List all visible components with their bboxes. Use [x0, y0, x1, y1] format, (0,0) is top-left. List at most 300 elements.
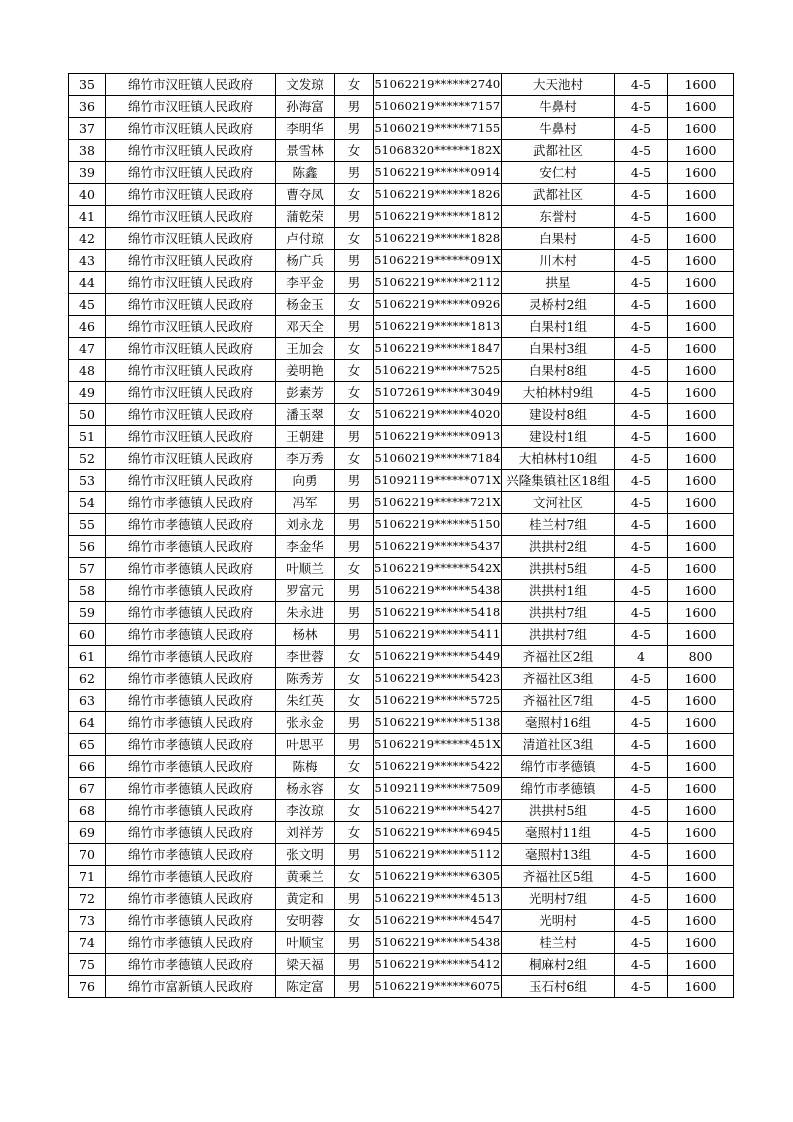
cell-village: 洪拱村5组	[502, 800, 615, 822]
table-row	[69, 118, 734, 140]
cell-id-number: 51062219******0926	[374, 294, 502, 316]
cell-gender: 男	[335, 162, 374, 184]
table-row	[69, 470, 734, 492]
cell-person-name: 叶顺宝	[276, 932, 335, 954]
cell-gender: 女	[335, 360, 374, 382]
cell-id-number: 51062219******5427	[374, 800, 502, 822]
cell-village: 洪拱村2组	[502, 536, 615, 558]
cell-grade: 4-5	[615, 316, 668, 338]
cell-village: 齐福社区3组	[502, 668, 615, 690]
cell-row-number: 57	[69, 558, 106, 580]
cell-row-number: 45	[69, 294, 106, 316]
cell-gender: 男	[335, 426, 374, 448]
cell-row-number: 35	[69, 74, 106, 96]
cell-amount: 1600	[668, 712, 734, 734]
cell-gender: 男	[335, 888, 374, 910]
cell-row-number: 50	[69, 404, 106, 426]
cell-amount: 1600	[668, 536, 734, 558]
cell-organization: 绵竹市孝德镇人民政府	[106, 712, 276, 734]
cell-gender: 女	[335, 822, 374, 844]
cell-organization: 绵竹市汉旺镇人民政府	[106, 316, 276, 338]
table-row	[69, 932, 734, 954]
cell-row-number: 56	[69, 536, 106, 558]
cell-id-number: 51062219******4020	[374, 404, 502, 426]
cell-person-name: 陈定富	[276, 976, 335, 998]
cell-amount: 1600	[668, 162, 734, 184]
cell-village: 玉石村6组	[502, 976, 615, 998]
cell-gender: 女	[335, 184, 374, 206]
cell-gender: 女	[335, 140, 374, 162]
cell-person-name: 姜明艳	[276, 360, 335, 382]
cell-organization: 绵竹市汉旺镇人民政府	[106, 470, 276, 492]
cell-village: 大柏林村9组	[502, 382, 615, 404]
cell-gender: 女	[335, 690, 374, 712]
cell-grade: 4	[615, 646, 668, 668]
cell-village: 兴隆集镇社区18组	[502, 470, 615, 492]
cell-organization: 绵竹市孝德镇人民政府	[106, 822, 276, 844]
table-row	[69, 250, 734, 272]
cell-id-number: 51062219******5725	[374, 690, 502, 712]
cell-person-name: 李平金	[276, 272, 335, 294]
cell-organization: 绵竹市孝德镇人民政府	[106, 734, 276, 756]
cell-row-number: 69	[69, 822, 106, 844]
cell-id-number: 51062219******1847	[374, 338, 502, 360]
cell-id-number: 51062219******6305	[374, 866, 502, 888]
cell-gender: 女	[335, 558, 374, 580]
cell-grade: 4-5	[615, 910, 668, 932]
table-row	[69, 866, 734, 888]
cell-row-number: 63	[69, 690, 106, 712]
cell-amount: 1600	[668, 844, 734, 866]
cell-organization: 绵竹市汉旺镇人民政府	[106, 426, 276, 448]
cell-grade: 4-5	[615, 954, 668, 976]
cell-gender: 男	[335, 470, 374, 492]
cell-village: 毫照村11组	[502, 822, 615, 844]
cell-amount: 1600	[668, 426, 734, 448]
cell-village: 武都社区	[502, 184, 615, 206]
cell-village: 大柏林村10组	[502, 448, 615, 470]
cell-grade: 4-5	[615, 756, 668, 778]
cell-amount: 1600	[668, 514, 734, 536]
table-row	[69, 910, 734, 932]
cell-id-number: 51062219******721X	[374, 492, 502, 514]
cell-grade: 4-5	[615, 74, 668, 96]
table-row	[69, 206, 734, 228]
cell-amount: 1600	[668, 470, 734, 492]
cell-grade: 4-5	[615, 976, 668, 998]
cell-id-number: 51062219******5438	[374, 580, 502, 602]
cell-gender: 女	[335, 228, 374, 250]
cell-row-number: 47	[69, 338, 106, 360]
cell-row-number: 40	[69, 184, 106, 206]
subsidy-roster-table	[68, 73, 733, 998]
cell-grade: 4-5	[615, 118, 668, 140]
table-row	[69, 734, 734, 756]
cell-organization: 绵竹市汉旺镇人民政府	[106, 382, 276, 404]
cell-id-number: 51062219******5411	[374, 624, 502, 646]
cell-id-number: 51062219******091X	[374, 250, 502, 272]
cell-amount: 1600	[668, 668, 734, 690]
cell-person-name: 陈梅	[276, 756, 335, 778]
cell-row-number: 64	[69, 712, 106, 734]
cell-grade: 4-5	[615, 492, 668, 514]
cell-organization: 绵竹市孝德镇人民政府	[106, 646, 276, 668]
cell-id-number: 51062219******5438	[374, 932, 502, 954]
cell-person-name: 李世蓉	[276, 646, 335, 668]
cell-grade: 4-5	[615, 382, 668, 404]
cell-organization: 绵竹市孝德镇人民政府	[106, 624, 276, 646]
cell-id-number: 51062219******5112	[374, 844, 502, 866]
cell-gender: 男	[335, 118, 374, 140]
cell-grade: 4-5	[615, 426, 668, 448]
table-row	[69, 404, 734, 426]
cell-row-number: 43	[69, 250, 106, 272]
cell-id-number: 51062219******5138	[374, 712, 502, 734]
table-row	[69, 448, 734, 470]
cell-grade: 4-5	[615, 294, 668, 316]
table-row	[69, 96, 734, 118]
cell-amount: 1600	[668, 294, 734, 316]
cell-person-name: 杨金玉	[276, 294, 335, 316]
cell-grade: 4-5	[615, 140, 668, 162]
cell-gender: 男	[335, 580, 374, 602]
cell-grade: 4-5	[615, 580, 668, 602]
cell-person-name: 杨广兵	[276, 250, 335, 272]
cell-amount: 1600	[668, 382, 734, 404]
cell-gender: 男	[335, 206, 374, 228]
table-row	[69, 228, 734, 250]
cell-person-name: 黄乘兰	[276, 866, 335, 888]
cell-row-number: 36	[69, 96, 106, 118]
cell-person-name: 张永金	[276, 712, 335, 734]
cell-gender: 男	[335, 96, 374, 118]
cell-id-number: 51062219******6075	[374, 976, 502, 998]
cell-amount: 1600	[668, 602, 734, 624]
cell-organization: 绵竹市孝德镇人民政府	[106, 492, 276, 514]
cell-person-name: 李明华	[276, 118, 335, 140]
table-row	[69, 316, 734, 338]
cell-village: 洪拱村1组	[502, 580, 615, 602]
table-row	[69, 140, 734, 162]
cell-row-number: 58	[69, 580, 106, 602]
cell-grade: 4-5	[615, 822, 668, 844]
cell-id-number: 51062219******5150	[374, 514, 502, 536]
cell-amount: 1600	[668, 734, 734, 756]
cell-amount: 1600	[668, 360, 734, 382]
cell-person-name: 朱红英	[276, 690, 335, 712]
cell-person-name: 张文明	[276, 844, 335, 866]
cell-village: 毫照村13组	[502, 844, 615, 866]
cell-person-name: 梁天福	[276, 954, 335, 976]
cell-row-number: 71	[69, 866, 106, 888]
cell-organization: 绵竹市孝德镇人民政府	[106, 844, 276, 866]
cell-amount: 1600	[668, 580, 734, 602]
cell-row-number: 41	[69, 206, 106, 228]
cell-amount: 1600	[668, 338, 734, 360]
cell-organization: 绵竹市汉旺镇人民政府	[106, 228, 276, 250]
cell-person-name: 邓天全	[276, 316, 335, 338]
table-row	[69, 426, 734, 448]
cell-person-name: 朱永进	[276, 602, 335, 624]
table-row	[69, 338, 734, 360]
cell-amount: 1600	[668, 756, 734, 778]
cell-organization: 绵竹市孝德镇人民政府	[106, 536, 276, 558]
cell-village: 建设村1组	[502, 426, 615, 448]
cell-gender: 女	[335, 866, 374, 888]
cell-id-number: 51062219******5418	[374, 602, 502, 624]
cell-id-number: 51062219******542X	[374, 558, 502, 580]
cell-id-number: 51062219******7525	[374, 360, 502, 382]
cell-grade: 4-5	[615, 536, 668, 558]
cell-gender: 男	[335, 492, 374, 514]
cell-organization: 绵竹市孝德镇人民政府	[106, 558, 276, 580]
cell-gender: 男	[335, 250, 374, 272]
cell-village: 东誉村	[502, 206, 615, 228]
cell-organization: 绵竹市汉旺镇人民政府	[106, 184, 276, 206]
cell-gender: 女	[335, 668, 374, 690]
cell-gender: 女	[335, 778, 374, 800]
cell-village: 齐福社区7组	[502, 690, 615, 712]
cell-id-number: 51062219******5412	[374, 954, 502, 976]
cell-gender: 女	[335, 646, 374, 668]
cell-row-number: 76	[69, 976, 106, 998]
cell-village: 白果村8组	[502, 360, 615, 382]
cell-grade: 4-5	[615, 338, 668, 360]
cell-row-number: 55	[69, 514, 106, 536]
cell-amount: 1600	[668, 206, 734, 228]
cell-grade: 4-5	[615, 602, 668, 624]
cell-id-number: 51062219******4513	[374, 888, 502, 910]
cell-village: 桐麻村2组	[502, 954, 615, 976]
cell-row-number: 73	[69, 910, 106, 932]
cell-row-number: 72	[69, 888, 106, 910]
cell-amount: 1600	[668, 932, 734, 954]
cell-amount: 1600	[668, 272, 734, 294]
cell-village: 光明村7组	[502, 888, 615, 910]
cell-gender: 男	[335, 932, 374, 954]
cell-id-number: 51062219******1813	[374, 316, 502, 338]
cell-village: 白果村1组	[502, 316, 615, 338]
cell-gender: 男	[335, 976, 374, 998]
cell-gender: 男	[335, 712, 374, 734]
cell-gender: 男	[335, 514, 374, 536]
cell-grade: 4-5	[615, 96, 668, 118]
cell-organization: 绵竹市汉旺镇人民政府	[106, 272, 276, 294]
cell-organization: 绵竹市汉旺镇人民政府	[106, 404, 276, 426]
cell-amount: 1600	[668, 822, 734, 844]
cell-grade: 4-5	[615, 448, 668, 470]
cell-grade: 4-5	[615, 272, 668, 294]
table-body	[69, 74, 734, 998]
cell-amount: 1600	[668, 778, 734, 800]
cell-row-number: 38	[69, 140, 106, 162]
cell-person-name: 孙海富	[276, 96, 335, 118]
cell-organization: 绵竹市汉旺镇人民政府	[106, 294, 276, 316]
cell-village: 安仁村	[502, 162, 615, 184]
cell-grade: 4-5	[615, 888, 668, 910]
cell-id-number: 51062219******5422	[374, 756, 502, 778]
table-row	[69, 778, 734, 800]
cell-gender: 男	[335, 536, 374, 558]
table-row	[69, 558, 734, 580]
cell-village: 白果村	[502, 228, 615, 250]
cell-row-number: 46	[69, 316, 106, 338]
cell-person-name: 李万秀	[276, 448, 335, 470]
cell-village: 灵桥村2组	[502, 294, 615, 316]
cell-organization: 绵竹市孝德镇人民政府	[106, 602, 276, 624]
table-row	[69, 602, 734, 624]
cell-gender: 女	[335, 382, 374, 404]
cell-person-name: 王朝建	[276, 426, 335, 448]
cell-person-name: 文发琼	[276, 74, 335, 96]
cell-person-name: 杨永容	[276, 778, 335, 800]
cell-person-name: 陈鑫	[276, 162, 335, 184]
table-row	[69, 800, 734, 822]
table-row	[69, 536, 734, 558]
cell-grade: 4-5	[615, 778, 668, 800]
cell-gender: 男	[335, 272, 374, 294]
cell-id-number: 51062219******4547	[374, 910, 502, 932]
cell-grade: 4-5	[615, 470, 668, 492]
cell-person-name: 彭素芳	[276, 382, 335, 404]
cell-id-number: 51060219******7184	[374, 448, 502, 470]
cell-amount: 1600	[668, 448, 734, 470]
cell-person-name: 蒲乾荣	[276, 206, 335, 228]
cell-row-number: 70	[69, 844, 106, 866]
cell-village: 拱星	[502, 272, 615, 294]
cell-row-number: 39	[69, 162, 106, 184]
table-row	[69, 382, 734, 404]
cell-row-number: 68	[69, 800, 106, 822]
cell-grade: 4-5	[615, 844, 668, 866]
cell-organization: 绵竹市孝德镇人民政府	[106, 954, 276, 976]
cell-grade: 4-5	[615, 690, 668, 712]
table-row	[69, 954, 734, 976]
roster-table	[68, 73, 734, 998]
cell-gender: 男	[335, 316, 374, 338]
table-row	[69, 514, 734, 536]
cell-id-number: 51062219******2740	[374, 74, 502, 96]
cell-village: 洪拱村5组	[502, 558, 615, 580]
cell-village: 牛鼻村	[502, 118, 615, 140]
cell-organization: 绵竹市孝德镇人民政府	[106, 888, 276, 910]
cell-gender: 男	[335, 624, 374, 646]
cell-id-number: 51062219******6945	[374, 822, 502, 844]
cell-person-name: 罗富元	[276, 580, 335, 602]
table-row	[69, 580, 734, 602]
cell-village: 川木村	[502, 250, 615, 272]
table-row	[69, 294, 734, 316]
cell-organization: 绵竹市汉旺镇人民政府	[106, 250, 276, 272]
cell-row-number: 74	[69, 932, 106, 954]
cell-person-name: 景雪林	[276, 140, 335, 162]
cell-organization: 绵竹市汉旺镇人民政府	[106, 162, 276, 184]
cell-grade: 4-5	[615, 206, 668, 228]
cell-row-number: 51	[69, 426, 106, 448]
cell-village: 武都社区	[502, 140, 615, 162]
table-row	[69, 712, 734, 734]
cell-organization: 绵竹市孝德镇人民政府	[106, 580, 276, 602]
cell-gender: 男	[335, 734, 374, 756]
cell-grade: 4-5	[615, 404, 668, 426]
cell-amount: 1600	[668, 228, 734, 250]
cell-organization: 绵竹市汉旺镇人民政府	[106, 206, 276, 228]
cell-village: 洪拱村7组	[502, 624, 615, 646]
cell-grade: 4-5	[615, 228, 668, 250]
cell-village: 洪拱村7组	[502, 602, 615, 624]
cell-organization: 绵竹市汉旺镇人民政府	[106, 96, 276, 118]
cell-id-number: 51060219******7155	[374, 118, 502, 140]
cell-id-number: 51072619******3049	[374, 382, 502, 404]
cell-organization: 绵竹市汉旺镇人民政府	[106, 338, 276, 360]
cell-row-number: 67	[69, 778, 106, 800]
cell-id-number: 51092119******7509	[374, 778, 502, 800]
cell-person-name: 刘永龙	[276, 514, 335, 536]
cell-grade: 4-5	[615, 162, 668, 184]
cell-village: 桂兰村7组	[502, 514, 615, 536]
cell-amount: 1600	[668, 250, 734, 272]
cell-row-number: 62	[69, 668, 106, 690]
cell-amount: 1600	[668, 492, 734, 514]
cell-row-number: 42	[69, 228, 106, 250]
cell-amount: 1600	[668, 74, 734, 96]
cell-person-name: 王加会	[276, 338, 335, 360]
cell-village: 大天池村	[502, 74, 615, 96]
cell-amount: 1600	[668, 316, 734, 338]
cell-village: 牛鼻村	[502, 96, 615, 118]
cell-amount: 1600	[668, 888, 734, 910]
cell-row-number: 60	[69, 624, 106, 646]
cell-row-number: 75	[69, 954, 106, 976]
cell-person-name: 杨林	[276, 624, 335, 646]
cell-row-number: 59	[69, 602, 106, 624]
cell-row-number: 52	[69, 448, 106, 470]
cell-grade: 4-5	[615, 184, 668, 206]
cell-amount: 1600	[668, 184, 734, 206]
cell-id-number: 51062219******1812	[374, 206, 502, 228]
cell-id-number: 51062219******1826	[374, 184, 502, 206]
cell-amount: 1600	[668, 96, 734, 118]
cell-id-number: 51062219******0913	[374, 426, 502, 448]
cell-gender: 女	[335, 74, 374, 96]
cell-organization: 绵竹市孝德镇人民政府	[106, 514, 276, 536]
table-row	[69, 976, 734, 998]
cell-organization: 绵竹市孝德镇人民政府	[106, 756, 276, 778]
cell-row-number: 61	[69, 646, 106, 668]
cell-gender: 女	[335, 756, 374, 778]
cell-amount: 1600	[668, 140, 734, 162]
cell-gender: 男	[335, 844, 374, 866]
cell-person-name: 叶思平	[276, 734, 335, 756]
cell-grade: 4-5	[615, 514, 668, 536]
cell-amount: 1600	[668, 954, 734, 976]
cell-gender: 女	[335, 910, 374, 932]
cell-person-name: 曹夺凤	[276, 184, 335, 206]
cell-amount: 1600	[668, 866, 734, 888]
cell-organization: 绵竹市汉旺镇人民政府	[106, 74, 276, 96]
cell-village: 光明村	[502, 910, 615, 932]
cell-id-number: 51062219******5423	[374, 668, 502, 690]
cell-row-number: 54	[69, 492, 106, 514]
cell-organization: 绵竹市孝德镇人民政府	[106, 866, 276, 888]
cell-village: 齐福社区2组	[502, 646, 615, 668]
cell-grade: 4-5	[615, 558, 668, 580]
table-row	[69, 756, 734, 778]
cell-organization: 绵竹市孝德镇人民政府	[106, 910, 276, 932]
cell-row-number: 53	[69, 470, 106, 492]
cell-amount: 800	[668, 646, 734, 668]
table-row	[69, 492, 734, 514]
